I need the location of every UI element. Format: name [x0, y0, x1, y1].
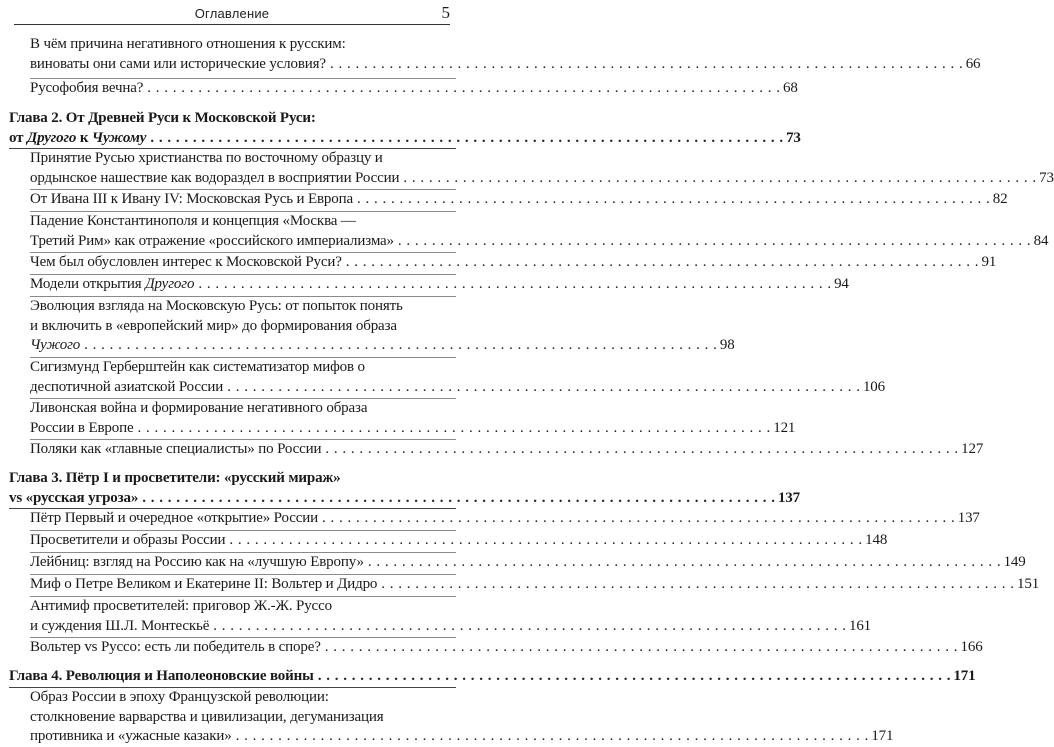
toc-entry-line: Лейбниц: взгляд на Россию как на «лучшую Европу» [30, 554, 364, 570]
toc-entry[interactable] [30, 440, 984, 460]
toc-page-number: 73 [1039, 169, 1054, 186]
leader-dots [364, 554, 1004, 570]
leader-dots [225, 532, 865, 548]
toc-entry-line: Миф о Петре Великом и Екатерине II: Вольтер и Дидро [30, 576, 378, 592]
toc-entry[interactable] [30, 297, 735, 356]
leader-dots [143, 80, 783, 96]
toc-entry-line: и суждения Ш.Л. Монтескьё [30, 617, 210, 634]
leader-dots [209, 618, 849, 634]
leader-dots [133, 420, 773, 436]
chapter-title-line: vs «русская угроза» [9, 489, 139, 506]
toc-page-number: 137 [777, 489, 801, 506]
toc-page-number: 73 [786, 129, 801, 146]
chapter-title-line: Глава 4. Революция и Наполеоновские войны [9, 668, 314, 684]
toc-entry[interactable] [30, 553, 1026, 573]
toc-page-number: 171 [953, 668, 976, 684]
toc-entry-line: виноваты они сами или исторические условия? [30, 55, 326, 72]
leader-dots [232, 728, 872, 744]
toc-entry[interactable] [30, 79, 798, 99]
toc-page-number: 127 [961, 441, 984, 457]
toc-entry[interactable] [30, 35, 981, 74]
toc-entry-line: Вольтер vs Руссо: есть ли победитель в споре? [30, 639, 321, 655]
toc-page-number: 94 [834, 276, 849, 292]
toc-page-number: 98 [719, 337, 735, 353]
toc-entry-line: Просветители и образы России [30, 532, 226, 548]
toc-page-number: 66 [965, 55, 981, 72]
toc-entry-line: России в Европе [30, 419, 134, 436]
toc-entry-line: Сигизмунд Герберштейн как систематизатор мифов о [30, 359, 365, 375]
leader-dots [314, 668, 954, 684]
leader-dots [146, 130, 786, 146]
toc-entry[interactable] [30, 575, 1040, 595]
leader-dots [342, 254, 982, 270]
toc-entry-line: и включить в «европейский мир» до формирования образа [30, 317, 397, 334]
toc-entry[interactable] [30, 212, 1049, 251]
toc-entry-line: деспотичной азиатской России [30, 378, 224, 395]
toc-entry-line: Модели открытия Другого [30, 276, 195, 292]
toc-page-number: 148 [865, 532, 888, 548]
toc-chapter-heading[interactable] [9, 109, 801, 148]
leader-dots [353, 191, 993, 207]
toc-page-number: 171 [871, 728, 894, 744]
toc-entry[interactable] [30, 149, 1054, 188]
toc-entry[interactable] [30, 358, 885, 397]
toc-page-number: 106 [862, 378, 885, 395]
chapter-title-line: Глава 3. Пётр I и просветители: «русский мираж» [9, 470, 341, 486]
toc-entry-line: Эволюция взгляда на Московскую Русь: от попыток понять [30, 298, 403, 314]
toc-page-number: 166 [960, 639, 983, 655]
toc-entry[interactable] [30, 597, 872, 636]
toc-entry-line: Пётр Первый и очередное «открытие» России [30, 510, 318, 526]
leader-dots [321, 639, 961, 655]
toc-entry-line: Принятие Русью христианства по восточному образцу и [30, 150, 383, 166]
leader-dots [80, 337, 720, 353]
toc-entry-line: противника и «ужасные казаки» [30, 728, 232, 744]
leader-dots [399, 170, 1039, 186]
page-number: 5 [441, 3, 450, 22]
toc-page-number: 84 [1033, 232, 1049, 249]
toc-page-number: 161 [848, 617, 872, 634]
toc-entry[interactable] [30, 275, 849, 295]
leader-dots [321, 441, 961, 457]
leader-dots [223, 379, 863, 395]
toc-entry-line: От Ивана III к Ивану IV: Московская Русь и Европа [30, 191, 353, 207]
toc-entry[interactable] [30, 253, 997, 273]
toc-entry[interactable] [30, 399, 796, 438]
toc-entry-line: ордынское нашествие как водораздел в восприятии России [30, 169, 400, 186]
toc-entry[interactable] [30, 688, 894, 747]
chapter-title-line: Глава 2. От Древней Руси к Московской Руси: [9, 110, 316, 126]
leader-dots [318, 510, 958, 526]
toc-page-number: 82 [992, 191, 1008, 207]
toc-page-number: 91 [981, 254, 997, 270]
toc-entry[interactable] [30, 509, 980, 529]
toc-entry-line: Русофобия вечна? [30, 80, 144, 96]
toc-entry[interactable] [30, 531, 888, 551]
toc-entry-line: В чём причина негативного отношения к русским: [30, 36, 346, 52]
toc-page-number: 151 [1017, 576, 1040, 592]
toc-entry-line: Образ России в эпоху Французской революции: [30, 689, 329, 705]
toc-page-number: 68 [783, 80, 798, 96]
leader-dots [326, 56, 966, 72]
toc-entry-line: столкновение варварства и цивилизации, дегуманизация [30, 708, 384, 725]
toc-page-number: 121 [773, 419, 796, 436]
toc-entry-line: Ливонская война и формирование негативного образа [30, 400, 368, 416]
toc-page-number: 149 [1003, 554, 1026, 570]
toc-page-number: 137 [957, 510, 980, 526]
toc-entry[interactable] [30, 638, 983, 658]
toc-entry-line: Чем был обусловлен интерес к Московской Руси? [30, 254, 342, 270]
toc-entry[interactable] [30, 190, 1008, 210]
toc-chapter-heading[interactable] [9, 469, 801, 508]
toc-entry-line: Антимиф просветителей: приговор Ж.-Ж. Руссо [30, 598, 332, 614]
leader-dots [194, 276, 834, 292]
toc-entry-line: Третий Рим» как отражение «российского империализма» [30, 232, 394, 249]
chapter-title-line: от Другого к Чужому [9, 129, 147, 146]
toc-entry-line: Поляки как «главные специалисты» по России [30, 441, 322, 457]
header-title: Оглавление [194, 6, 270, 21]
toc-entry-line: Чужого [30, 337, 81, 353]
toc-chapter-heading[interactable] [9, 667, 976, 687]
leader-dots [377, 576, 1017, 592]
leader-dots [394, 233, 1034, 249]
toc-entry-line: Падение Константинополя и концепция «Москва — [30, 213, 356, 229]
leader-dots [138, 490, 778, 506]
